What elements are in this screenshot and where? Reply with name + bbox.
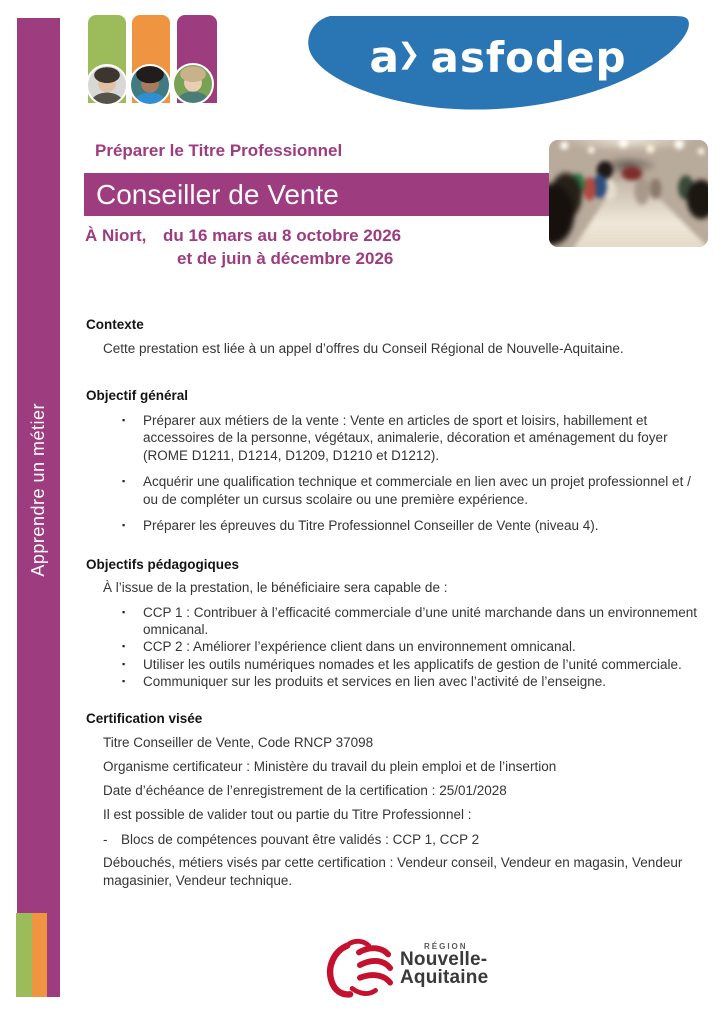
- bullet-item: ▪ Préparer les épreuves du Titre Professionnel Conseiller de Vente (niveau 4).: [122, 518, 599, 533]
- bullet-item: ▪ Utiliser les outils numériques nomades et les applicatifs de gestion de l’unité commerciale.: [122, 656, 682, 672]
- region-lion-icon: [320, 938, 394, 1000]
- bullet-square-icon: ▪: [122, 641, 126, 651]
- region-nouvelle-aquitaine-logo: [320, 938, 510, 1002]
- bullet-square-icon: ▪: [122, 658, 126, 669]
- section-heading-contexte: Contexte: [86, 317, 144, 332]
- section-heading-objectifs-pedagogiques: Objectifs pédagogiques: [86, 556, 240, 572]
- certification-line: Organisme certificateur : Ministère du travail du plein emploi et de l’insertion: [103, 759, 557, 774]
- bullet-square-icon: ▪: [122, 520, 126, 530]
- bullet-item: ▪ Préparer aux métiers de la vente : Vente en articles de sport et loisirs, habillement et accessoires de la personne, végétaux, animalerie, décoration et aménagement du foyer (ROME D1211, D1214, D1209, D1210 et D1212).: [122, 412, 668, 463]
- region-name-line1: Nouvelle-: [400, 949, 488, 970]
- location-label: À Niort,: [85, 226, 147, 245]
- bottom-left-green-stripe: [16, 913, 32, 997]
- left-vertical-band: [17, 18, 60, 997]
- dash-icon: -: [103, 831, 108, 847]
- date-range-2: et de juin à décembre 2026: [177, 249, 394, 268]
- objectif-general-list: [86, 412, 698, 535]
- asfodep-wordmark: asfodep: [430, 33, 627, 82]
- objectifs-intro: À l’issue de la prestation, le bénéficiaire sera capable de :: [103, 579, 448, 595]
- asfodep-a-icon: a: [369, 32, 398, 83]
- contexte-paragraph: Cette prestation est liée à un appel d’offres du Conseil Régional de Nouvelle-Aquitaine.: [103, 341, 624, 356]
- bullet-item: ▪ CCP 2 : Améliorer l’expérience client dans un environnement omnicanal.: [122, 639, 576, 654]
- bullet-item: ▪ Acquérir une qualification technique et commerciale en lien avec un projet professionnel et / ou de compléter un cursus scolaire ou une première expérience.: [122, 474, 691, 507]
- session-dates: [85, 226, 401, 269]
- bullet-square-icon: ▪: [122, 607, 126, 617]
- certification-outlets: Débouchés, métiers visés par cette certification : Vendeur conseil, Vendeur en magasin, Vendeur magasinier, Vendeur technique.: [103, 855, 683, 888]
- avatar-photo-man: [86, 64, 128, 106]
- asfodep-chevron-icon: ❯: [397, 37, 421, 70]
- page-title: Conseiller de Vente: [96, 179, 339, 210]
- date-range-1: du 16 mars au 8 octobre 2026: [163, 226, 402, 245]
- bottom-left-orange-stripe: [32, 913, 47, 997]
- page-subtitle: Préparer le Titre Professionnel: [95, 141, 343, 160]
- section-heading-objectif-general: Objectif général: [86, 387, 189, 403]
- region-name-line2: Aquitaine: [400, 967, 489, 988]
- avatar-photo-woman: [129, 64, 171, 106]
- vertical-banner-text: Apprendre un métier: [28, 403, 48, 577]
- bullet-square-icon: ▪: [122, 676, 126, 686]
- asfodep-logo: [300, 14, 696, 113]
- bullet-item: ▪ Communiquer sur les produits et services en lien avec l’activité de l’enseigne.: [122, 674, 606, 689]
- document-body: [86, 316, 698, 889]
- objectifs-pedagogiques-list: [86, 604, 698, 691]
- certification-line: Il est possible de valider tout ou partie du Titre Professionnel :: [103, 807, 472, 822]
- certification-line: Date d’échéance de l’enregistrement de la certification : 25/01/2028: [103, 783, 507, 798]
- certification-line: Titre Conseiller de Vente, Code RNCP 37098: [103, 735, 374, 750]
- region-label: RÉGION: [424, 942, 468, 951]
- avatar-photo-senior-woman: [172, 63, 214, 105]
- dash-item: - Blocs de compétences pouvant être validés : CCP 1, CCP 2: [103, 831, 480, 847]
- section-heading-certification: Certification visée: [86, 710, 203, 726]
- storefront-photo: [549, 140, 708, 247]
- bullet-item: ▪ CCP 1 : Contribuer à l’efficacité commerciale d’une unité marchande dans un environnement omnicanal.: [122, 605, 698, 637]
- bullet-square-icon: ▪: [122, 476, 126, 486]
- bullet-square-icon: ▪: [122, 414, 126, 425]
